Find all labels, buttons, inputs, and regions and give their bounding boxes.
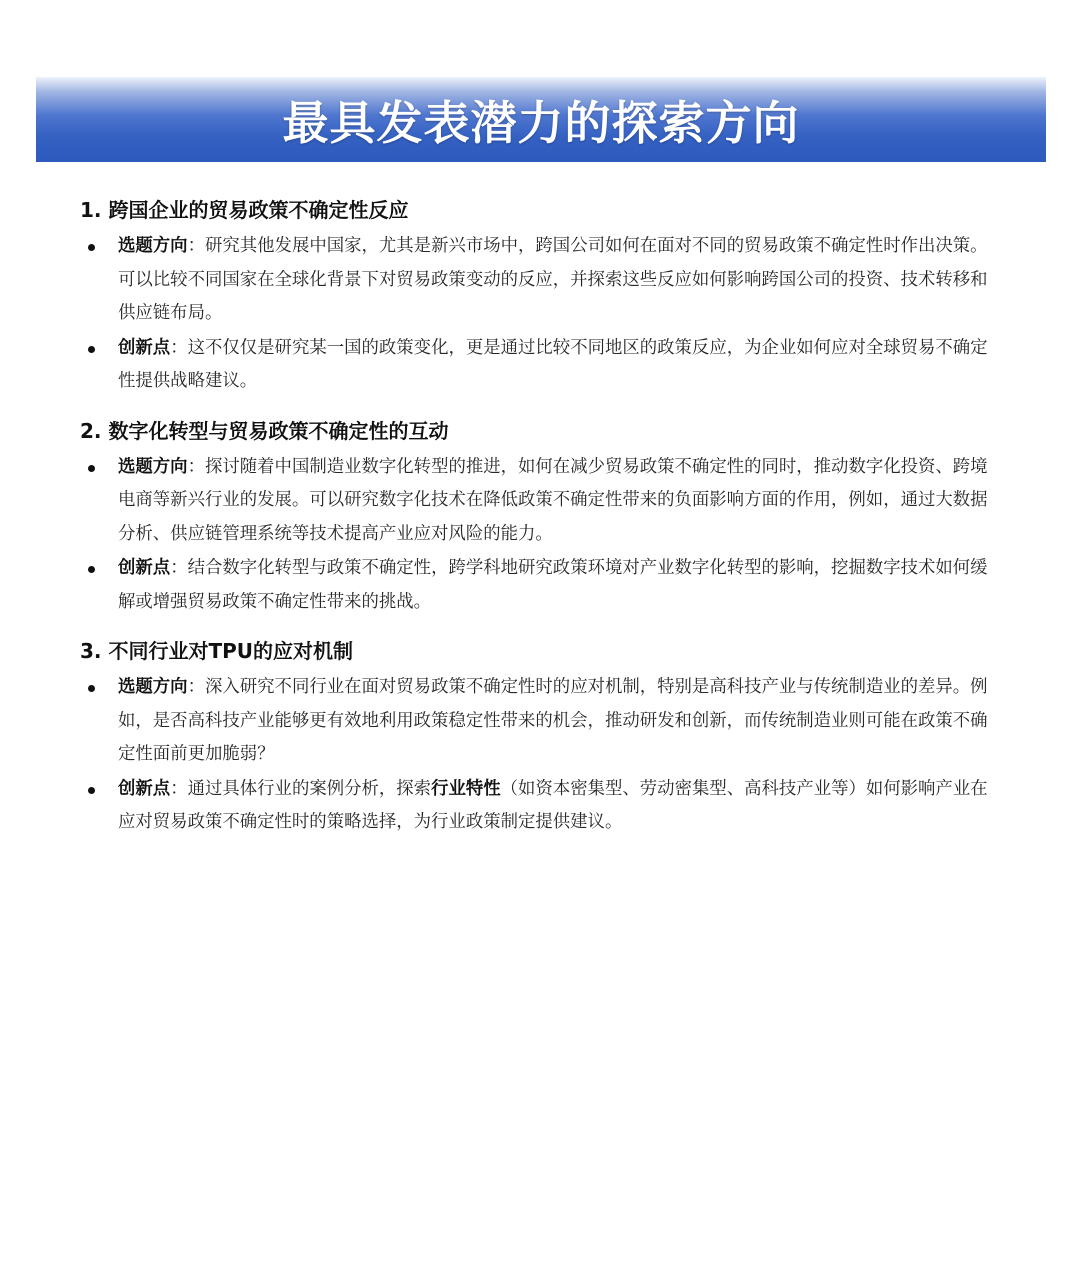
- label-separator: ：: [187, 456, 205, 477]
- point-label: 创新点: [118, 558, 171, 578]
- list-item: [80, 332, 1000, 399]
- title-banner: [36, 77, 1046, 162]
- section-2: [80, 415, 1000, 620]
- bullet-icon: [88, 787, 95, 794]
- bullet-icon: [88, 685, 95, 692]
- section-3: [80, 635, 1000, 840]
- label-separator: ：: [170, 337, 188, 358]
- point-text-after: （如资本密集型、劳动密集型、高科技产业等）如何影响产业在应对贸易政策不确定性时的策略选择，为行业政策制定提供建议。: [118, 778, 988, 832]
- point-text: 研究其他发展中国家，尤其是新兴市场中，跨国公司如何在面对不同的贸易政策不确定性时作出决策。可以比较不同国家在全球化背景下对贸易政策变动的反应，并探索这些反应如何影响跨国公司的投资、技术转移和供应链布局。: [118, 236, 988, 323]
- point-text: 深入研究不同行业在面对贸易政策不确定性时的应对机制，特别是高科技产业与传统制造业的差异。例如，是否高科技产业能够更有效地利用政策稳定性带来的机会，推动研发和创新，而传统制造业则可能在政策不确定性面前更加脆弱？: [118, 677, 988, 764]
- label-separator: ：: [170, 778, 188, 799]
- section-title: 3. 不同行业对TPU的应对机制: [80, 639, 354, 663]
- point-label: 选题方向: [118, 677, 188, 697]
- main-content: [80, 194, 1000, 856]
- section-title: 1. 跨国企业的贸易政策不确定性反应: [80, 198, 409, 222]
- list-item: [80, 230, 1000, 331]
- list-item: [80, 451, 1000, 552]
- label-separator: ：: [170, 558, 188, 578]
- point-label: 选题方向: [118, 456, 188, 477]
- bullet-icon: [88, 244, 95, 251]
- point-text: 这不仅仅是研究某一国的政策变化，更是通过比较不同地区的政策反应，为企业如何应对全球贸易不确定性提供战略建议。: [118, 337, 988, 391]
- point-text: 探讨随着中国制造业数字化转型的推进，如何在减少贸易政策不确定性的同时，推动数字化投资、跨境电商等新兴行业的发展。可以研究数字化技术在降低政策不确定性带来的负面影响方面的作用，例如，通过大数据分析、供应链管理系统等技术提高产业应对风险的能力。: [118, 456, 988, 544]
- point-list: [80, 230, 1000, 399]
- point-list: [80, 451, 1000, 620]
- point-label: 创新点: [118, 778, 171, 799]
- point-label: 选题方向: [118, 236, 188, 256]
- point-label: 创新点: [118, 337, 171, 358]
- point-text: 结合数字化转型与政策不确定性，跨学科地研究政策环境对产业数字化转型的影响，挖掘数字技术如何缓解或增强贸易政策不确定性带来的挑战。: [118, 558, 988, 612]
- section-1: [80, 194, 1000, 399]
- point-text-before: 通过具体行业的案例分析，探索: [187, 778, 432, 799]
- list-item: [80, 552, 1000, 619]
- label-separator: ：: [187, 677, 205, 697]
- bullet-icon: [88, 566, 95, 573]
- bullet-icon: [88, 346, 95, 353]
- point-bold-text: 行业特性: [431, 778, 501, 799]
- section-title: 2. 数字化转型与贸易政策不确定性的互动: [80, 418, 449, 443]
- list-item: [80, 671, 1000, 772]
- label-separator: ：: [187, 236, 205, 256]
- page-title: 最具发表潜力的探索方向: [282, 95, 800, 150]
- list-item: [80, 773, 1000, 840]
- point-list: [80, 671, 1000, 840]
- bullet-icon: [88, 465, 95, 472]
